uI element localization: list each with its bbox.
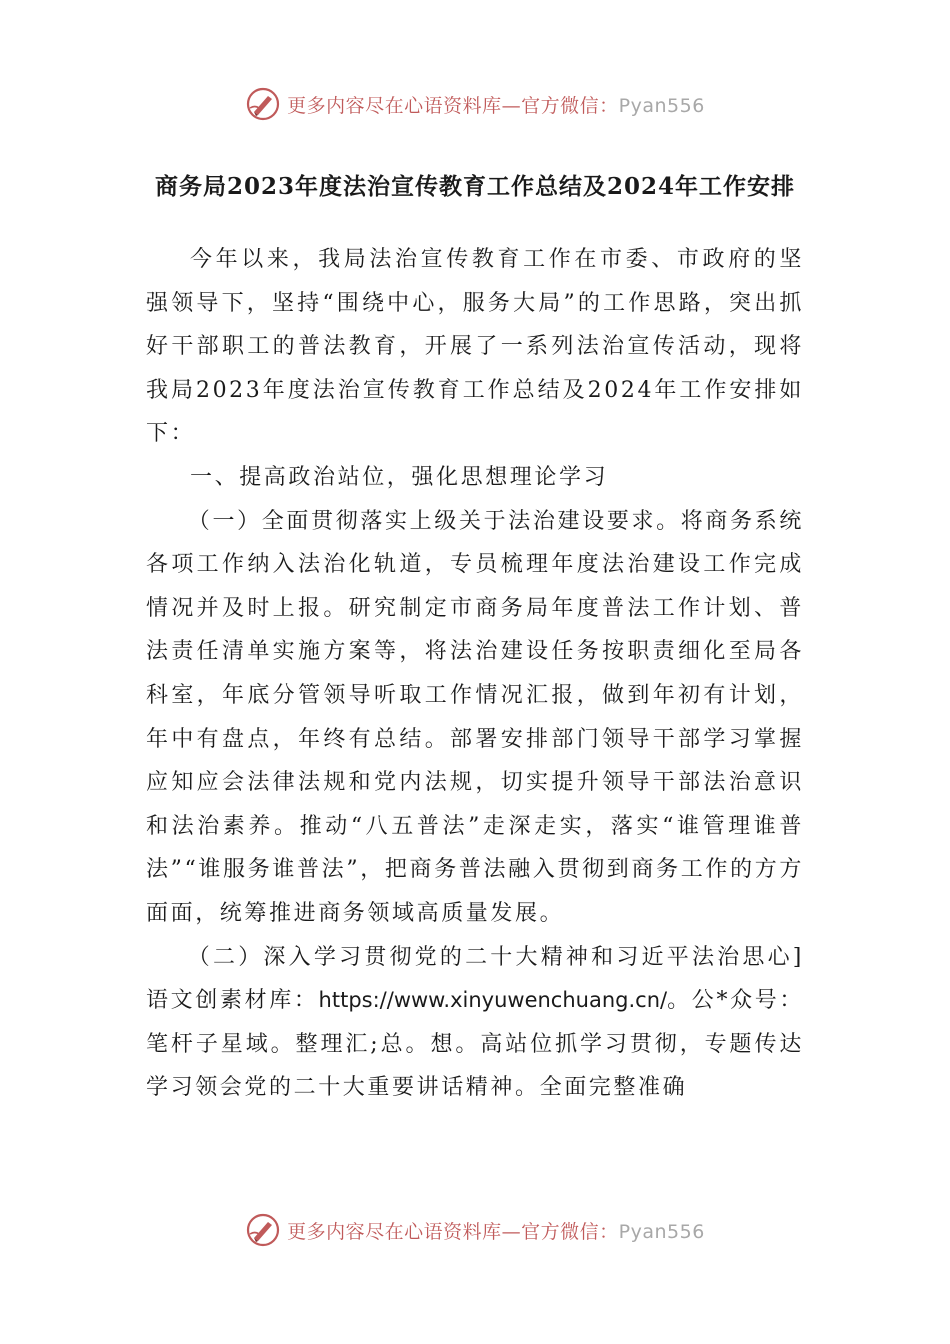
footer-banner bbox=[0, 1208, 950, 1252]
banner-main-text: 更多内容尽在心语资料库—官方微信： bbox=[287, 1220, 619, 1243]
website-url-text: https://www.xinyuwenchuang.cn/ bbox=[318, 988, 668, 1013]
banner-text bbox=[287, 91, 705, 118]
banner-wechat-id: Pyan556 bbox=[618, 1220, 705, 1243]
banner-main-text: 更多内容尽在心语资料库—官方微信： bbox=[287, 94, 619, 117]
document-title: 商务局2023年度法治宣传教育工作总结及2024年工作安排 bbox=[154, 173, 796, 200]
item-1-paragraph: （一）全面贯彻落实上级关于法治建设要求。将商务系统各项工作纳入法治化轨道，专员梳理年度法治建设工作完成情况并及时上报。研究制定市商务局年度普法工作计划、普法责任清单实施方案等，将法治建设任务按职责细化至局各科室，年底分管领导听取工作情况汇报，做到年初有计划，年中有盘点，年终有总结。部署安排部门领导干部学习掌握应知应会法律法规和党内法规，切实提升领导干部法治意识和法治素养。推动“八五普法”走深走实，落实“谁管理谁普法”“谁服务谁普法”，把商务普法融入贯彻到商务工作的方方面面，统筹推进商务领域高质量发展。 bbox=[146, 508, 804, 926]
pen-circle-logo-icon bbox=[245, 1212, 281, 1248]
section-heading: 一、提高政治站位，强化思想理论学习 bbox=[190, 464, 609, 490]
document-body bbox=[146, 238, 804, 1110]
banner-text bbox=[287, 1217, 705, 1244]
item-2-text-part-2: 。公*众号：笔杆子星域。整理汇;总。想。高站位抓学习贯彻，专题传达学习领会党的二十大重要讲话精神。全面完整准确 bbox=[146, 988, 804, 1101]
item-2-paragraph bbox=[146, 936, 804, 1110]
pen-circle-logo-icon bbox=[245, 86, 281, 122]
banner-wechat-id: Pyan556 bbox=[618, 94, 705, 117]
intro-paragraph: 今年以来，我局法治宣传教育工作在市委、市政府的坚强领导下，坚持“围绕中心，服务大局”的工作思路，突出抓好干部职工的普法教育，开展了一系列法治宣传活动，现将我局2023年度法治宣传教育工作总结及2024年工作安排如下： bbox=[146, 247, 804, 447]
header-banner bbox=[0, 82, 950, 126]
item-2-text-part-1: （二）深入学习贯彻党的二十大精神和习近平法治思心]语文创素材库： bbox=[146, 944, 804, 1014]
